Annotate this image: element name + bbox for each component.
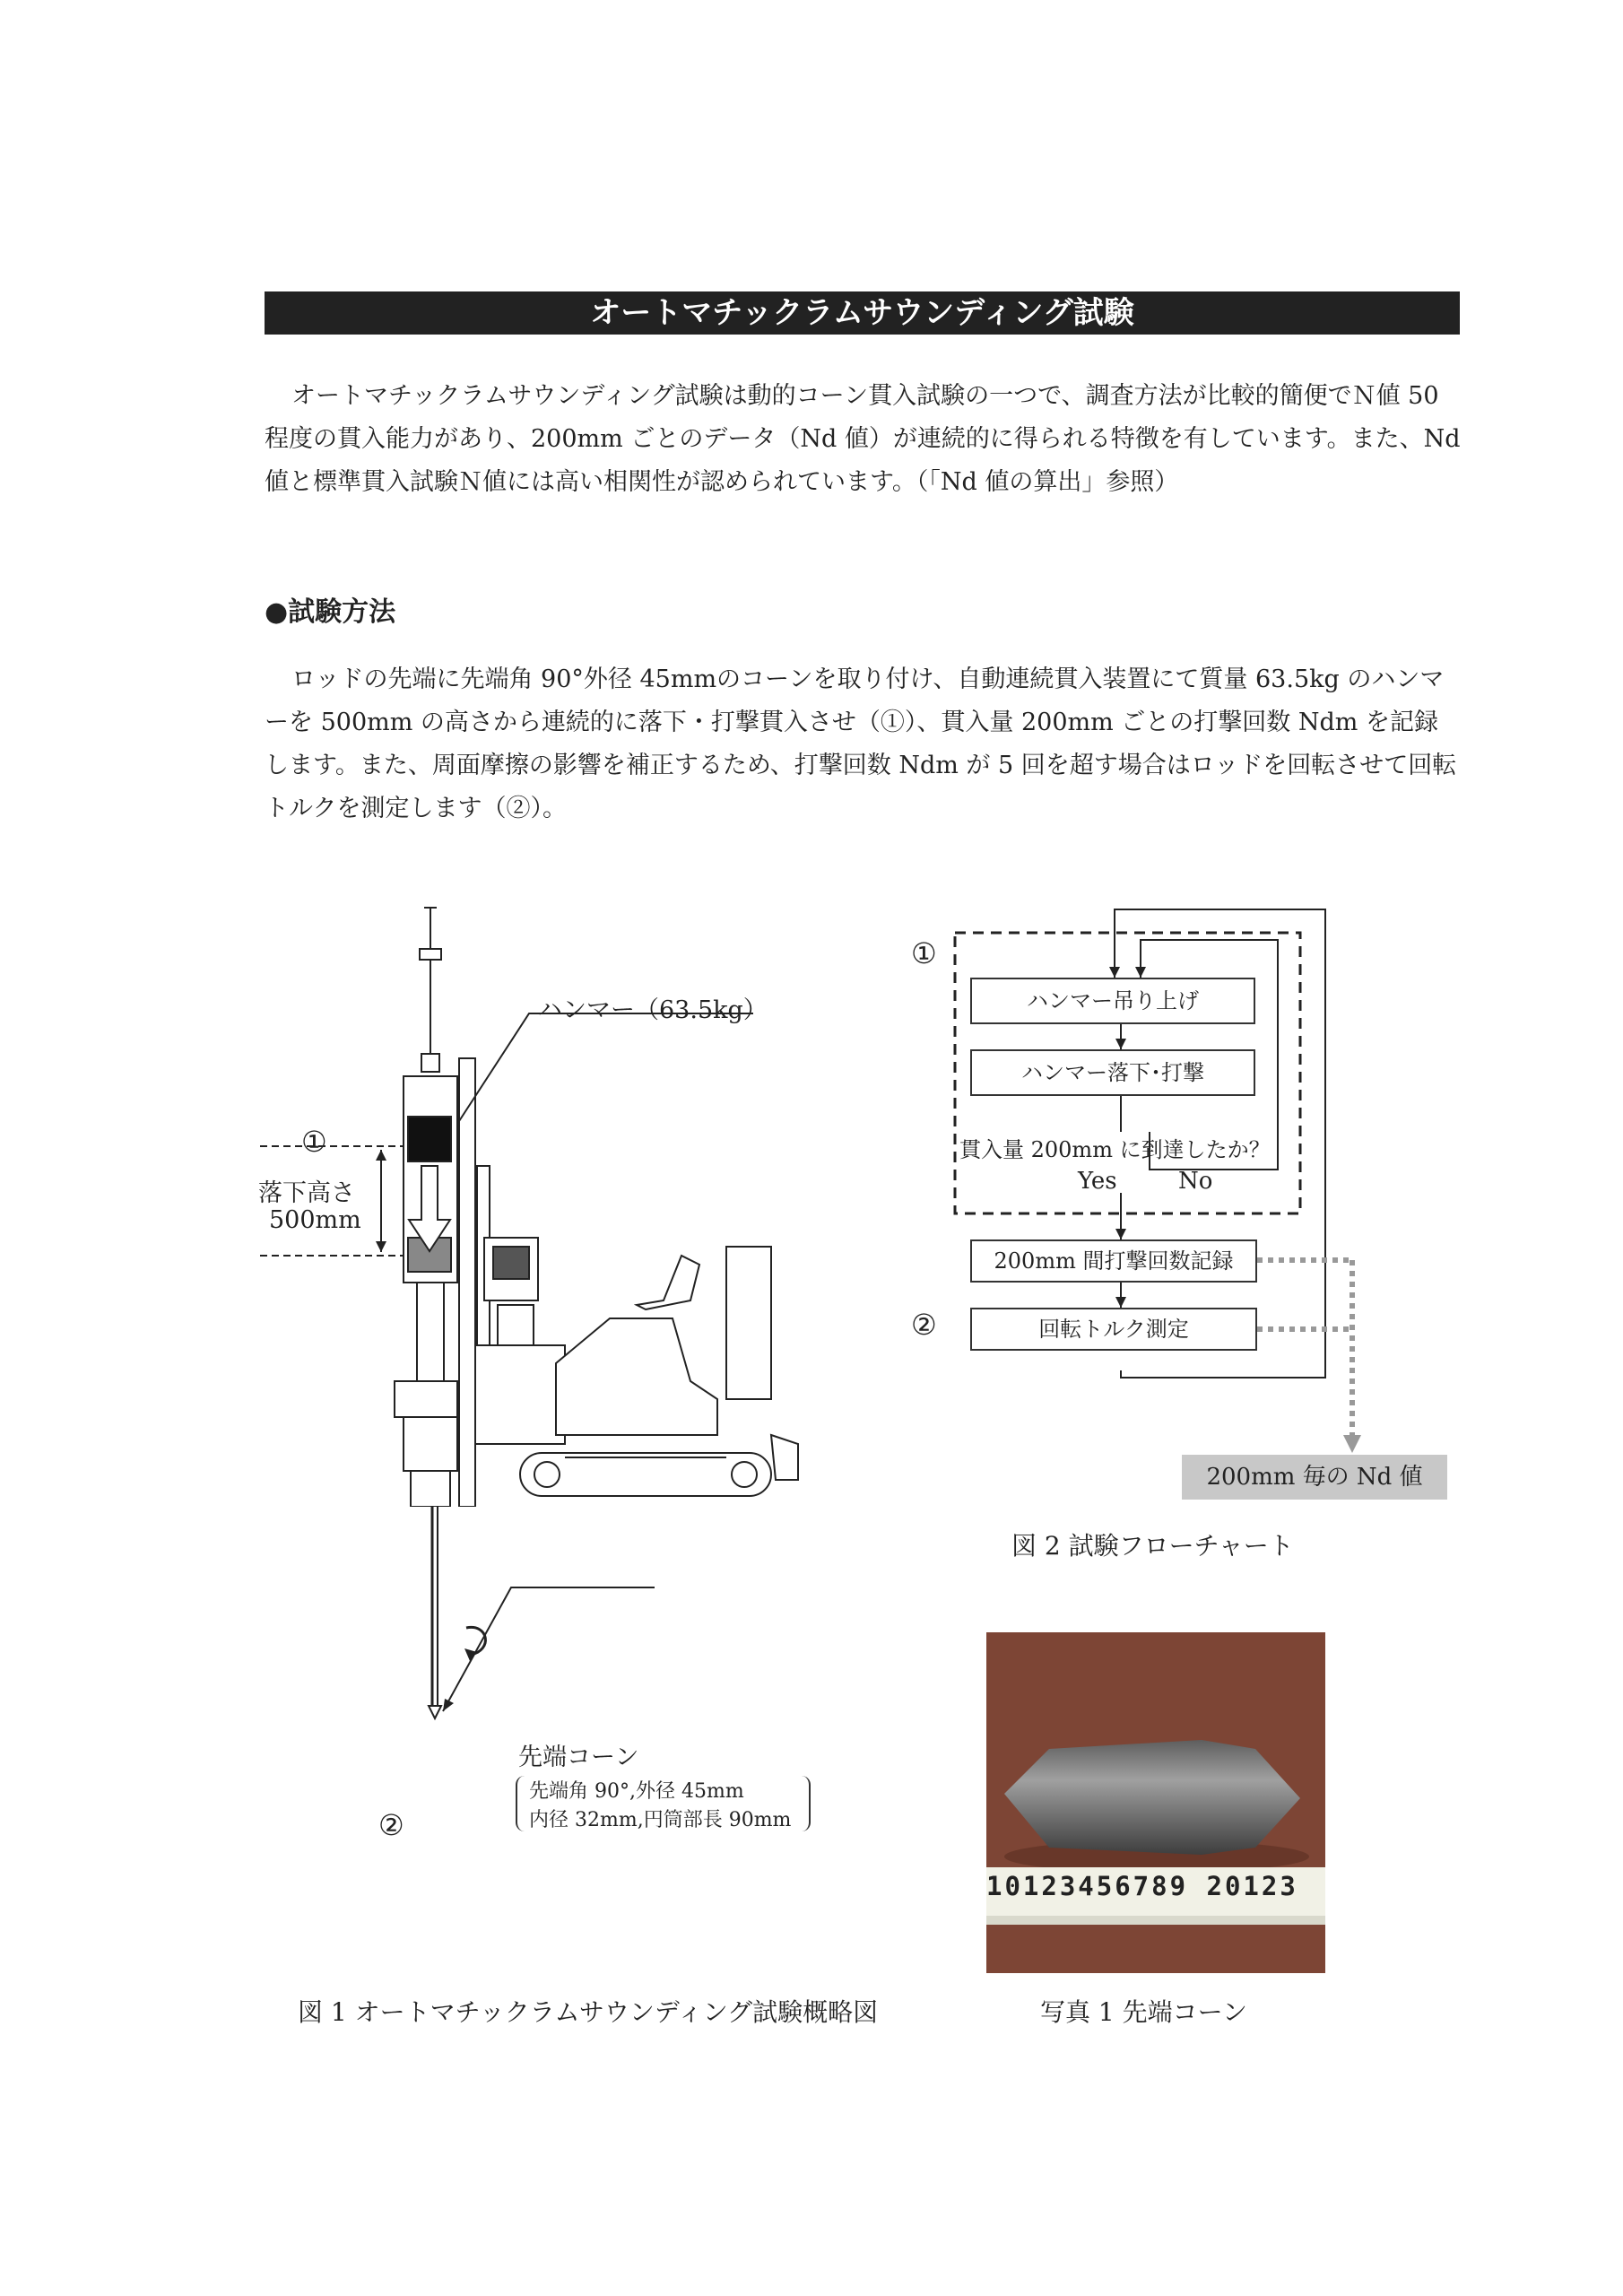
- flow-box-lift: ハンマー吊り上げ: [970, 978, 1255, 1024]
- intro-paragraph: オートマチックラムサウンディング試験は動的コーン貫入試験の一つで、調査方法が比較的簡便でＮ値 50 程度の貫入能力があり、200mm ごとのデータ（Nd 値）が連続的に得られる特徴を有しています。また、Nd 値と標準貫入試験Ｎ値には高い相関性が認められています。（「Nd 値の算出」参照）: [265, 382, 1461, 496]
- flow-result: 200mm 毎の Nd 値: [1182, 1455, 1447, 1500]
- drop-height-value: 500mm: [269, 1206, 361, 1234]
- figure1-caption: 図 1 オートマチックラムサウンディング試験概略図: [298, 1997, 879, 2027]
- cone-spec-1: 先端角 90°,外径 45mm: [529, 1780, 744, 1803]
- fig1-marker-1: ①: [301, 1125, 327, 1159]
- figure1-rod: [395, 1507, 843, 1722]
- flow-question: 貫入量 200mm に到達したか？: [959, 1137, 1271, 1162]
- flow-marker-2: ②: [911, 1308, 937, 1342]
- figure2-caption: 図 2 試験フローチャート: [1011, 1531, 1294, 1561]
- photo1-caption: 写真 1 先端コーン: [1040, 1997, 1248, 2027]
- method-paragraph: ロッドの先端に先端角 90°外径 45mmのコーンを取り付け、自動連続貫入装置にて質量 63.5kg のハンマーを 500mm の高さから連続的に落下・打撃貫入させ（①）、貫入量 200mm ごとの打撃回数 Ndm を記録します。また、周面摩擦の影響を補正するため、打撃回数 Ndm が 5 回を超す場合はロッドを回転させて回転トルクを測定します（②）。: [265, 665, 1457, 822]
- drop-height-label: 落下高さ: [258, 1179, 355, 1207]
- flow-box-drop: ハンマー落下･打撃: [970, 1049, 1255, 1096]
- cone-title: 先端コーン: [518, 1744, 639, 1771]
- flow-box-record: 200mm 間打撃回数記録: [970, 1239, 1257, 1283]
- page-title: オートマチックラムサウンディング試験: [590, 295, 1134, 331]
- fig1-marker-2: ②: [378, 1808, 404, 1842]
- method-heading: ●試験方法: [265, 596, 396, 628]
- hammer-label: ハンマー（63.5kg）: [538, 996, 768, 1024]
- cone-photo-drawing: [986, 1632, 1325, 1973]
- flow-marker-1: ①: [911, 936, 937, 970]
- flow-yes: Yes: [1078, 1168, 1117, 1195]
- flow-no: No: [1178, 1168, 1213, 1195]
- ruler-digits: 10123456789 20123: [986, 1871, 1298, 1901]
- cone-photo: [986, 1632, 1325, 1973]
- flow-box-torque: 回転トルク測定: [970, 1308, 1257, 1351]
- cone-spec-2: 内径 32mm,円筒部長 90mm: [529, 1809, 792, 1831]
